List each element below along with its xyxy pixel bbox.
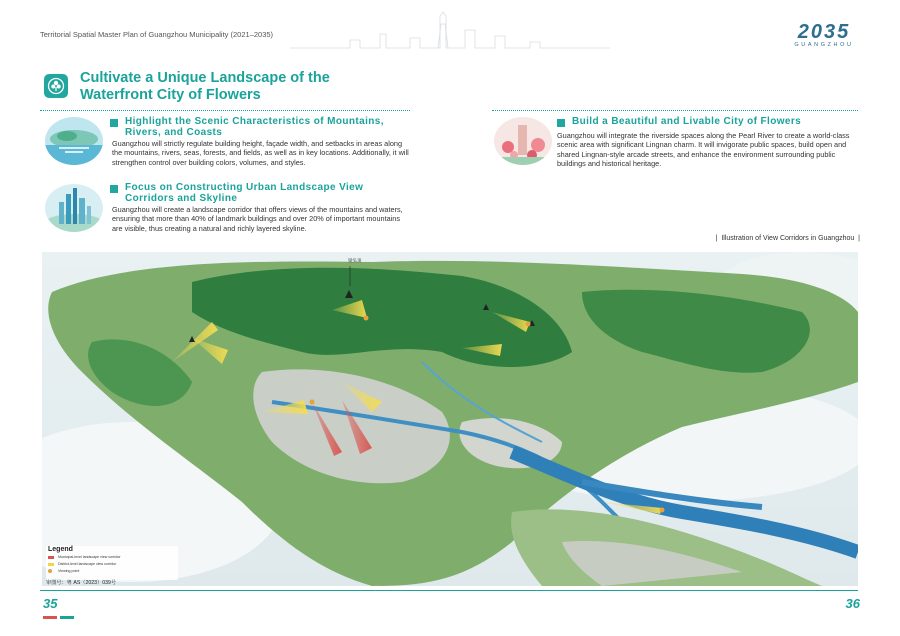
map-illustration: [42, 252, 858, 586]
subsection-2-title: Focus on Constructing Urban Landscape View Corridors and Skyline: [125, 182, 364, 204]
legend-title: Legend: [48, 546, 73, 553]
logo-year: 2035: [797, 21, 851, 43]
map-legend: [46, 546, 178, 580]
viewing-point: [364, 316, 369, 321]
legend-label: Municipal-level landscape view corridor: [58, 555, 121, 559]
legend-item-district: [48, 562, 116, 566]
view-corridor-map: [42, 252, 858, 586]
footer-accent-teal: [60, 616, 74, 619]
subsection-1-heading: [110, 116, 410, 138]
flower-badge-icon: [44, 74, 68, 98]
skyline-illustration: [290, 10, 610, 52]
legend-swatch: [48, 569, 52, 573]
subsection-3-title: Build a Beautiful and Livable City of Flowers: [572, 116, 802, 127]
subsection-1-title: Highlight the Scenic Characteristics of Mountains, Rivers, and Coasts: [125, 116, 384, 138]
legend-swatch: [48, 556, 54, 559]
subsection-3-heading: [557, 116, 857, 127]
footer-divider: [40, 590, 858, 591]
divider-right: [492, 110, 858, 111]
viewing-point: [660, 508, 665, 513]
mountain-river-thumbnail: [45, 117, 103, 165]
document-title: Territorial Spatial Master Plan of Guangzhou Municipality (2021–2035): [40, 30, 274, 39]
caption-bar-left: |: [715, 235, 718, 242]
bullet-square-icon: [557, 119, 565, 127]
bullet-square-icon: [110, 119, 118, 127]
subsection-1-body: Guangzhou will strictly regulate building height, façade width, and setbacks in areas along the mountains, rivers, seas, forests, and fields, as well as in key locations. Additionally, it will strengthen control over building colors, volumes, and styles.: [112, 139, 409, 167]
viewing-point: [526, 322, 531, 327]
legend-label: Viewing point: [58, 569, 80, 573]
subsection-2-heading: [110, 182, 410, 204]
legend-item-municipal: [48, 555, 121, 559]
map-approval-number: 审图号：粤 AS（2023）039号: [46, 580, 117, 586]
logo-city: GUANGZHOU: [794, 42, 854, 48]
viewing-point: [310, 400, 315, 405]
caption-bar-right: |: [858, 235, 860, 242]
page-number-left: 35: [43, 596, 58, 611]
plan-logo: [790, 22, 858, 48]
skyline-thumbnail: [45, 184, 103, 232]
map-caption: [716, 235, 860, 242]
legend-item-viewpoint: [48, 569, 79, 573]
map-caption-text: Illustration of View Corridors in Guangzhou: [721, 235, 855, 242]
footer-accent-red: [43, 616, 57, 619]
legend-label: District-level landscape view corridor: [58, 562, 117, 566]
page-number-right: 36: [845, 596, 860, 611]
bullet-square-icon: [110, 185, 118, 193]
subsection-3-body: Guangzhou will integrate the riverside spaces along the Pearl River to create a world-class scenic area with significant Lingnan charm. It will invigorate public spaces, build open and shared Lingnan-style arcade streets, and enhance the environment surrounding public buildings and historical heritage.: [557, 131, 850, 168]
city-of-flowers-thumbnail: [494, 117, 552, 165]
north-peak-label: 梁头顶: [348, 259, 362, 264]
legend-swatch: [48, 563, 54, 566]
section-title: Cultivate a Unique Landscape of the Waterfront City of Flowers: [80, 70, 330, 103]
divider-left: [40, 110, 410, 111]
subsection-2-body: Guangzhou will create a landscape corridor that offers views of the mountains and waters, ensuring that more than 40% of landmark buildings and over 20% of important mountains are visible, thus creating a natural and richly layered skyline.: [112, 205, 403, 233]
